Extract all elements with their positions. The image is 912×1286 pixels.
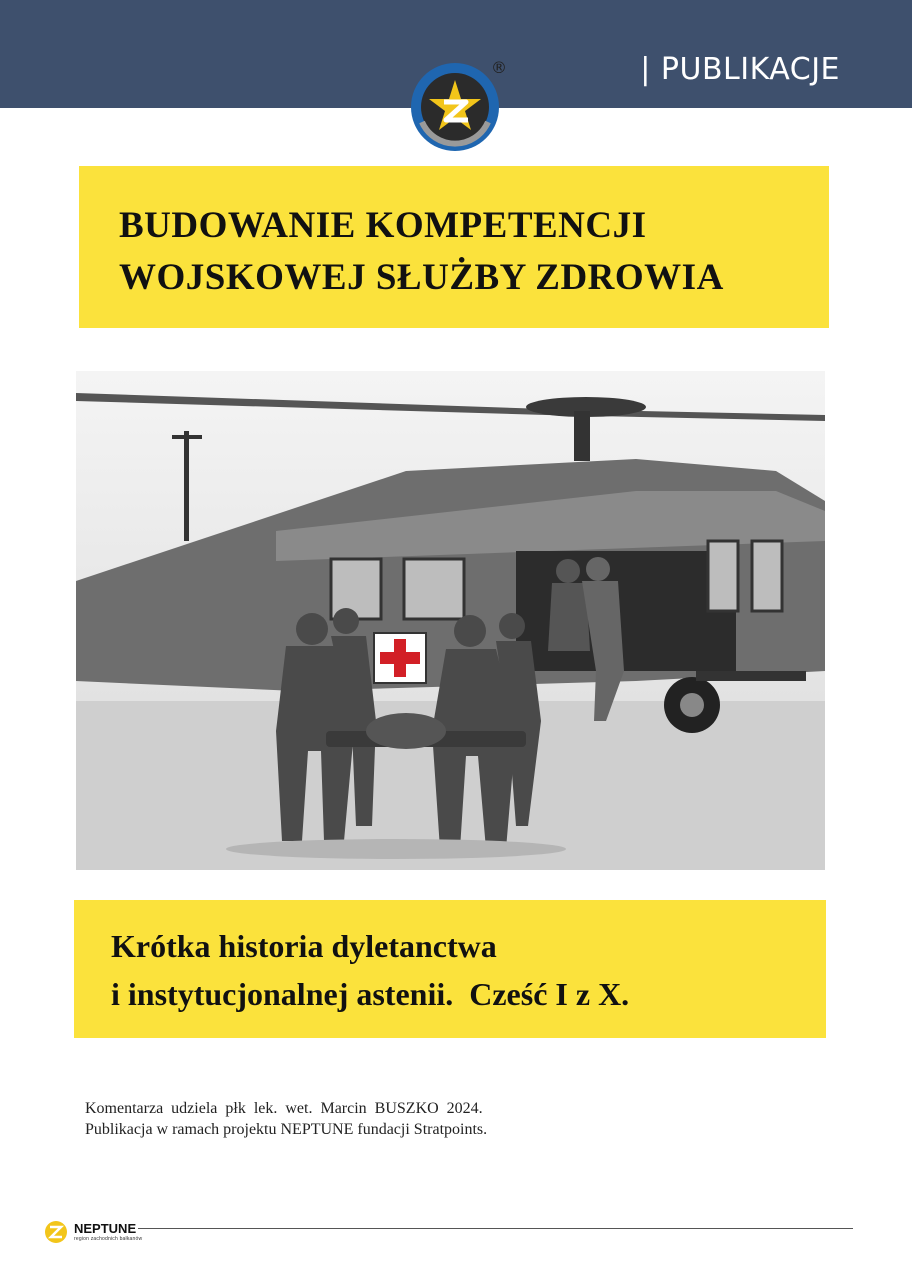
- footer-divider: [138, 1228, 853, 1229]
- credits-block: [85, 1098, 487, 1140]
- cover-photo: [76, 371, 825, 870]
- section-label: | PUBLIKACJE: [640, 52, 840, 87]
- subtitle-line-1: Krótka historia dyletanctwa: [111, 928, 497, 964]
- registered-mark: ®: [491, 58, 507, 77]
- footer-brand: NEPTUNE: [74, 1221, 137, 1236]
- document-subtitle: [111, 922, 629, 1018]
- title-line-2: WOJSKOWEJ SŁUŻBY ZDROWIA: [119, 257, 724, 298]
- footer-tagline: region zachodnich bałkanów: [74, 1236, 143, 1242]
- subtitle-line-2: i instytucjonalnej astenii. Cześć I z X.: [111, 976, 630, 1012]
- title-line-1: BUDOWANIE KOMPETENCJI: [119, 205, 647, 246]
- credits-line-1: Komentarza udziela płk lek. wet. Marcin BUSZKO 2024.: [85, 1100, 483, 1117]
- stratpoints-logo: [410, 62, 500, 152]
- subtitle-banner: [74, 900, 826, 1038]
- document-title: [119, 200, 724, 304]
- credits-line-2: Publikacja w ramach projektu NEPTUNE fundacji Stratpoints.: [85, 1121, 488, 1138]
- title-banner: [79, 166, 829, 328]
